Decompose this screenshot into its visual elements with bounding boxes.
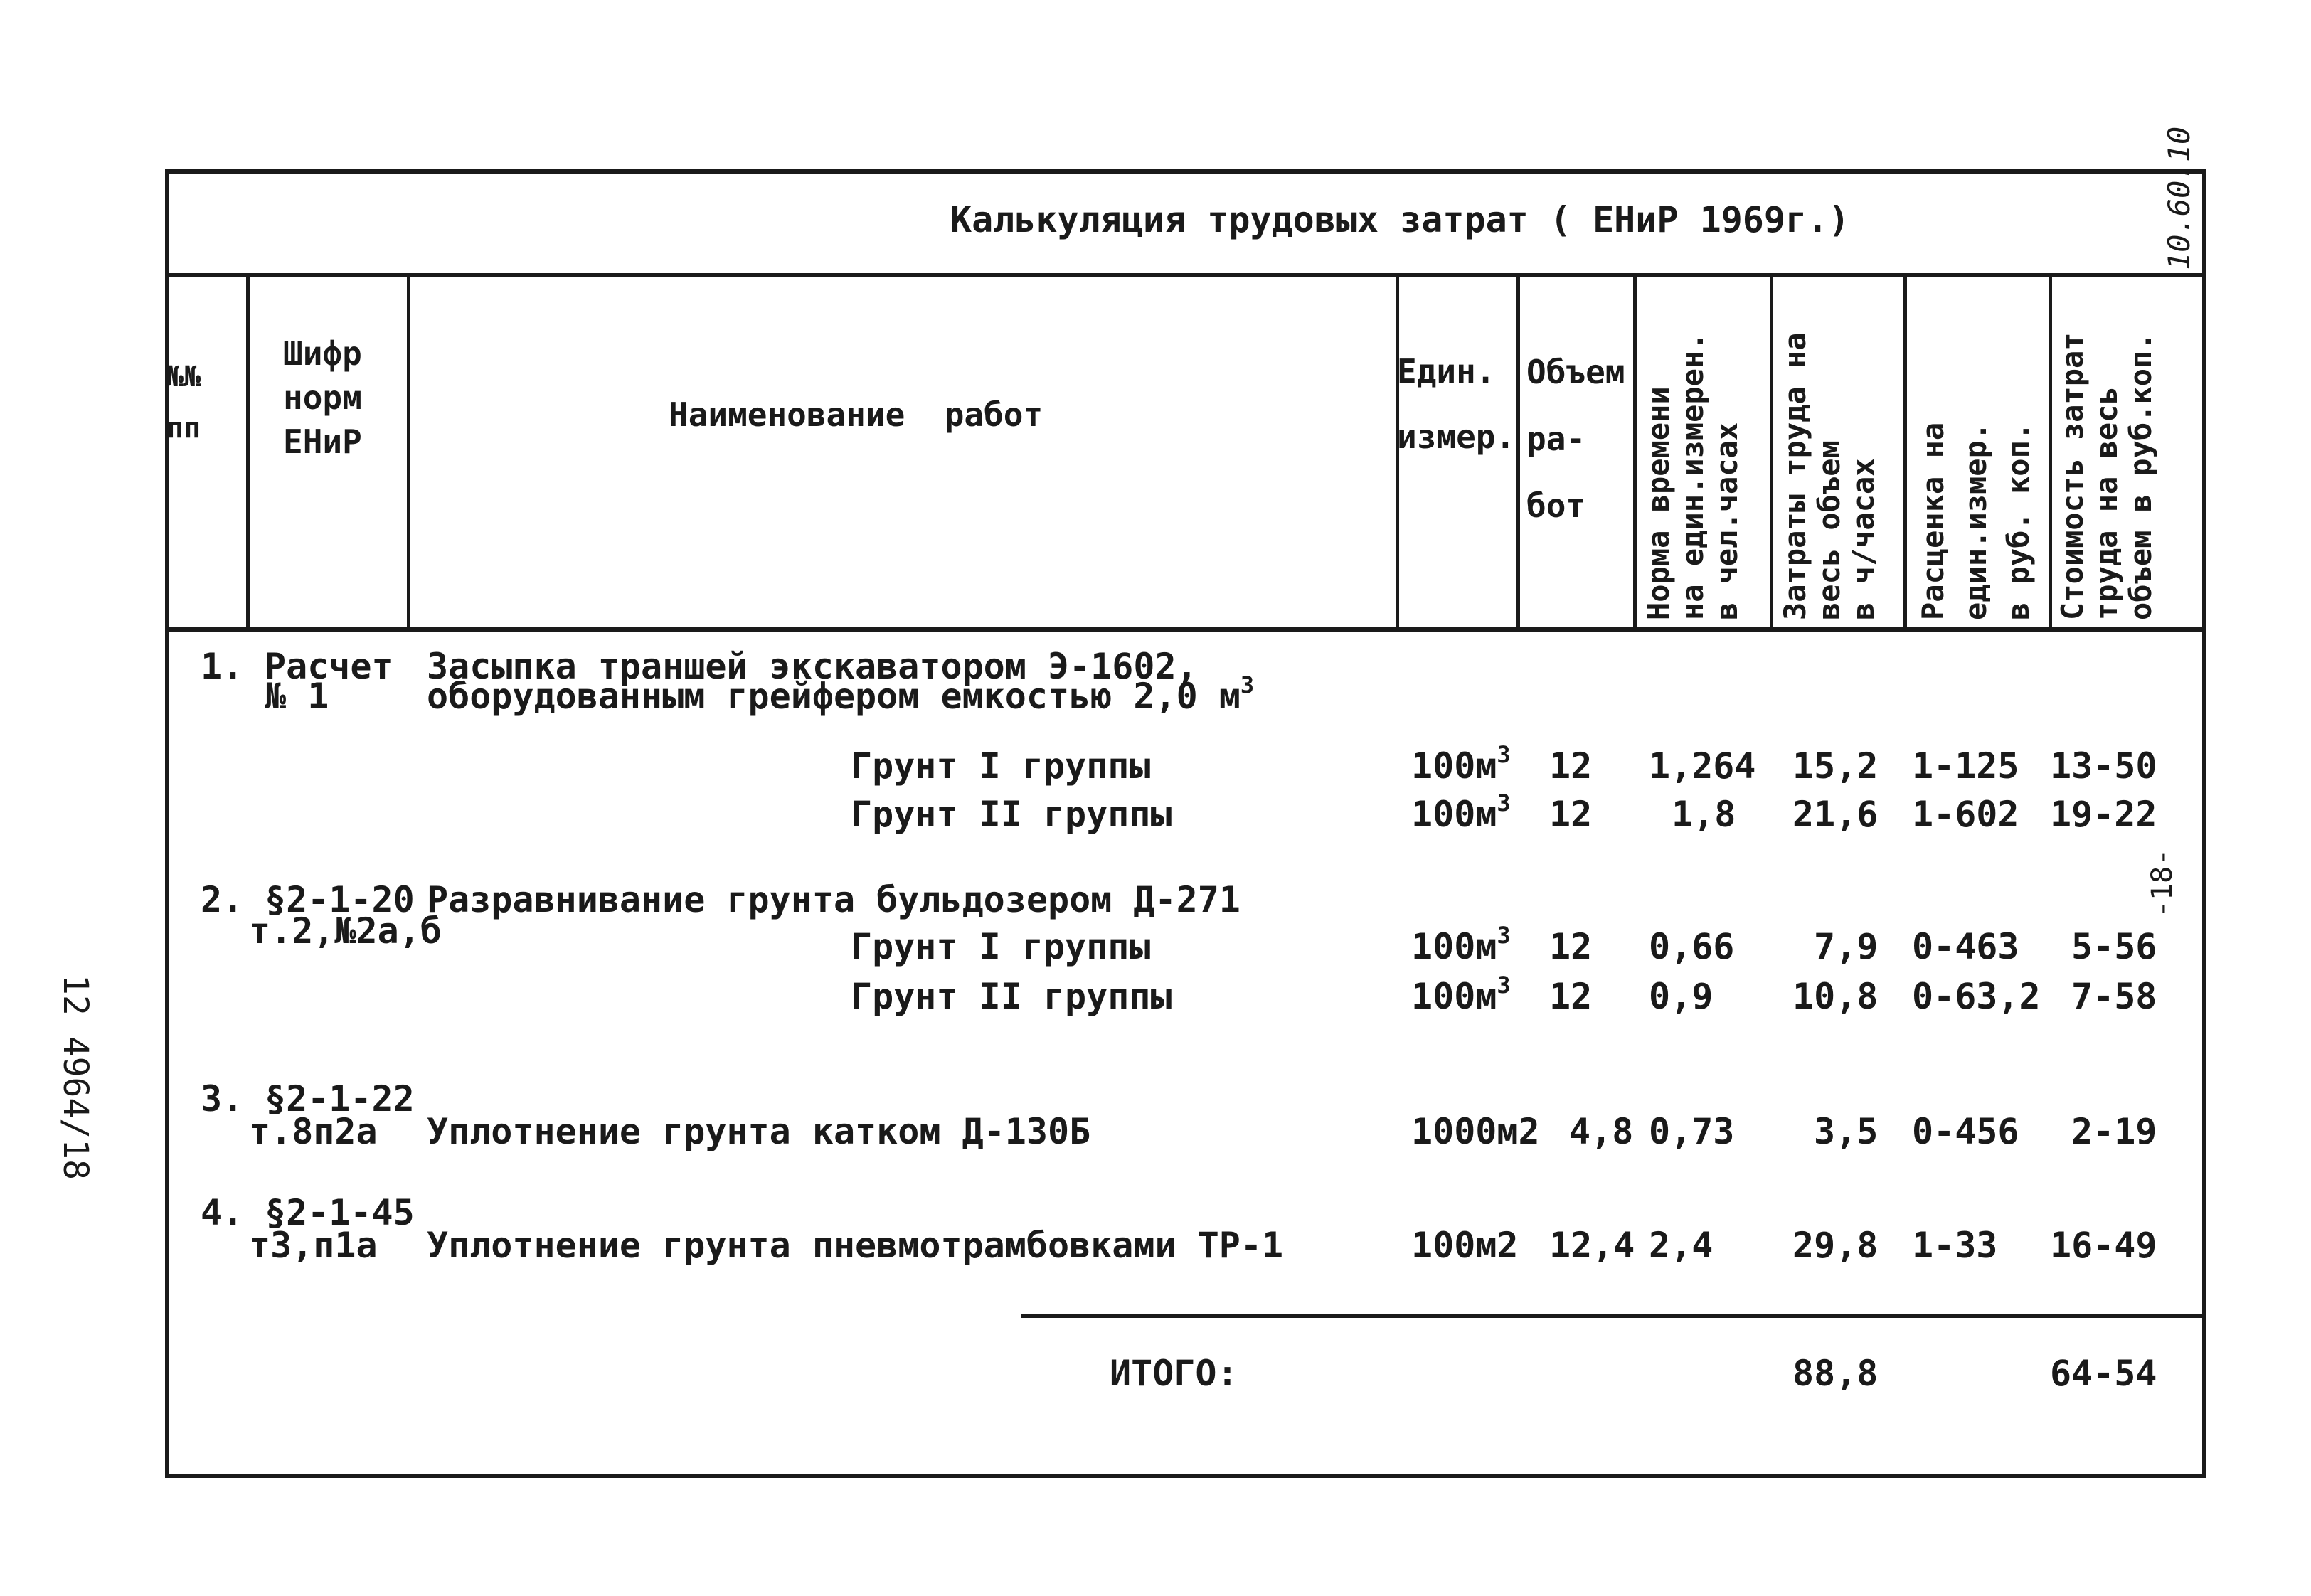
row2a-labor: 7,9	[1814, 926, 1879, 967]
row3-code2: т.8п2а	[249, 1111, 378, 1152]
row1a-unit: $100м^3$	[1411, 741, 1511, 787]
col-divider-6	[1770, 273, 1773, 629]
row3-rate: 0-456	[1912, 1111, 2019, 1152]
row2b-labor: 10,8	[1792, 976, 1879, 1017]
row1a-labor: 15,2	[1792, 745, 1879, 787]
row1-code1: Расчет	[265, 646, 393, 687]
row1b-rate: 1-602	[1912, 794, 2019, 835]
row2a-norm: 0,66	[1649, 926, 1735, 967]
row2b-norm: 0,9	[1649, 976, 1714, 1017]
row3-volume: 4,8	[1569, 1111, 1634, 1152]
row4-labor: 29,8	[1792, 1225, 1879, 1266]
row1b-norm: 1,8	[1672, 794, 1736, 835]
row3-norm: 0,73	[1649, 1111, 1735, 1152]
frame-top	[165, 169, 2206, 174]
header-num: №№ пп	[166, 361, 201, 445]
row2-name1: Разравнивание грунта бульдозером Д-271	[427, 879, 1240, 920]
row3-labor: 3,5	[1814, 1111, 1879, 1152]
header-labor: Затраты труда на весь объем в ч/часах	[1778, 332, 1881, 620]
row1b-cost: 19-22	[2050, 794, 2157, 835]
col-divider-4	[1516, 273, 1520, 629]
col-divider-7	[1903, 273, 1907, 629]
row2a-unit: $100м^3$	[1411, 922, 1511, 967]
row4-norm: 2,4	[1649, 1225, 1714, 1266]
row2-code2: т.2,№2а,б	[249, 910, 442, 952]
row4-num: 4.	[201, 1192, 244, 1233]
header-code: Шифр норм ЕНиР	[283, 334, 362, 461]
row2b-cost: 7-58	[2071, 976, 2157, 1017]
row2-num: 2.	[201, 879, 244, 920]
side-sheet-number: -18-	[2146, 848, 2179, 917]
row3-name1: Уплотнение грунта катком Д-130Б	[427, 1111, 1091, 1152]
col-divider-8	[2049, 273, 2052, 629]
col-divider-1	[246, 273, 250, 629]
row1b-name: Грунт II группы	[851, 794, 1172, 835]
row1-code2: № 1	[265, 676, 329, 717]
page-title: Калькуляция трудовых затрат ( ЕНиР 1969г.)	[950, 199, 1850, 240]
row1b-unit: $100м^3$	[1411, 789, 1511, 835]
row4-volume: 12,4	[1549, 1225, 1635, 1266]
side-stamp: 10.60.10	[2162, 126, 2196, 270]
header-unit: Един. измер.	[1397, 352, 1516, 456]
header-cost: Стоимость затрат труда на весь объем в руб.коп.	[2055, 332, 2158, 620]
header-rate: Расценка на един.измер. в руб. коп.	[1916, 422, 2036, 620]
row2b-unit: $100м^3$	[1411, 972, 1511, 1017]
row3-code1: §2-1-22	[265, 1078, 415, 1119]
row2b-volume: 12	[1549, 976, 1593, 1017]
total-labor: 88,8	[1792, 1353, 1879, 1394]
row1a-cost: 13-50	[2050, 745, 2157, 787]
row1-num: 1.	[201, 646, 244, 687]
row2a-name: Грунт I группы	[851, 926, 1151, 967]
row1a-norm: 1,264	[1649, 745, 1756, 787]
row1b-labor: 21,6	[1792, 794, 1879, 835]
total-label: ИТОГО:	[1110, 1353, 1238, 1394]
row1a-volume: 12	[1549, 745, 1593, 787]
row4-cost: 16-49	[2050, 1225, 2157, 1266]
row1-name1: Засыпка траншей экскаватором Э-1602,	[427, 646, 1198, 687]
row4-code2: т3,п1а	[249, 1225, 378, 1266]
row2b-rate: 0-63,2	[1912, 976, 2041, 1017]
col-divider-2	[407, 273, 410, 629]
row4-rate: 1-33	[1912, 1225, 1998, 1266]
row2a-cost: 5-56	[2071, 926, 2157, 967]
row4-unit: 100м2	[1411, 1225, 1519, 1266]
row1a-name: Грунт I группы	[851, 745, 1151, 787]
frame-bottom	[165, 1474, 2206, 1478]
header-name: Наименование работ	[669, 395, 1043, 434]
row4-code1: §2-1-45	[265, 1192, 415, 1233]
row1b-volume: 12	[1549, 794, 1593, 835]
row1-name2: оборудованным грейфером емкостью 2,0 $м^3$	[427, 671, 1255, 717]
row2a-volume: 12	[1549, 926, 1593, 967]
total-rule	[1021, 1314, 2206, 1318]
header-bottom-rule	[165, 627, 2206, 632]
total-cost: 64-54	[2050, 1353, 2157, 1394]
row3-unit: 1000м2	[1411, 1111, 1540, 1152]
row4-name1: Уплотнение грунта пневмотрамбовками ТР-1	[427, 1225, 1284, 1266]
header-volume: Объем ра- бот	[1526, 353, 1625, 525]
row1a-rate: 1-125	[1912, 745, 2019, 787]
frame-right	[2202, 169, 2206, 1478]
row2-code1: §2-1-20	[265, 879, 415, 920]
left-margin-number: 12 4964/18	[55, 974, 95, 1180]
row3-cost: 2-19	[2071, 1111, 2157, 1152]
row3-num: 3.	[201, 1078, 244, 1119]
row2a-rate: 0-463	[1912, 926, 2019, 967]
row2b-name: Грунт II группы	[851, 976, 1172, 1017]
header-norm: Норма времени на един.измерен. в чел.часах	[1641, 332, 1744, 620]
header-top-rule	[165, 273, 2206, 277]
col-divider-5	[1633, 273, 1637, 629]
